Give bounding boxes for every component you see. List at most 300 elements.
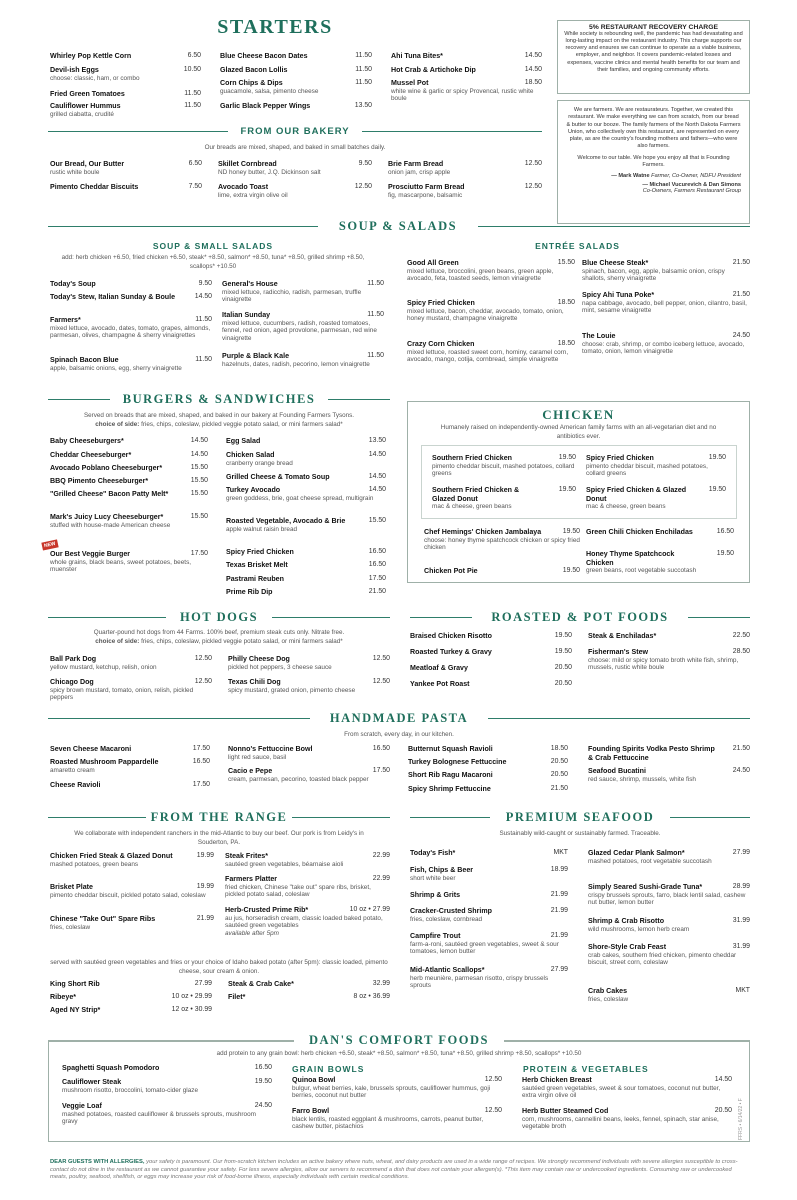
menu-item-name: Cacio e Pepe xyxy=(228,767,273,775)
menu-item-price: 14.50 xyxy=(714,1076,732,1083)
menu-item xyxy=(50,980,212,989)
menu-item-name: Avocado Toast xyxy=(218,183,269,191)
menu-item xyxy=(218,183,372,199)
menu-item-name: Devil-ish Eggs xyxy=(50,66,99,74)
menu-item-price: 18.50 xyxy=(550,745,568,752)
menu-item-price: 19.50 xyxy=(254,1078,272,1085)
menu-item-price: 21.99 xyxy=(196,915,214,922)
menu-item xyxy=(408,758,568,767)
menu-item-description: apple walnut raisin bread xyxy=(226,525,298,533)
menu-item xyxy=(228,655,390,671)
menu-item xyxy=(50,513,208,529)
menu-item-name: Seven Cheese Macaroni xyxy=(50,745,132,753)
menu-item-price: 18.50 xyxy=(557,340,575,347)
menu-item-price: 14.50 xyxy=(368,451,386,458)
divider xyxy=(292,817,390,818)
menu-item xyxy=(391,79,542,103)
availability-note: available after 5pm xyxy=(225,930,279,938)
menu-item-price: 17.50 xyxy=(368,575,386,582)
menu-item-name: Garlic Black Pepper Wings xyxy=(220,102,311,110)
menu-item xyxy=(50,90,201,99)
menu-item xyxy=(226,451,386,467)
menu-item xyxy=(50,781,210,790)
menu-item-name: Prosciutto Farm Bread xyxy=(388,183,465,191)
menu-item-price: 11.50 xyxy=(367,280,384,287)
menu-item-price: 20.50 xyxy=(554,664,572,671)
divider xyxy=(504,1040,750,1042)
menu-item-price: 21.50 xyxy=(732,291,750,298)
menu-item-name: Glazed Bacon Lollis xyxy=(220,66,288,74)
menu-item-description: crab cakes, southern fried chicken, pimento cheddar biscuit, street corn, coleslaw xyxy=(588,951,737,967)
recovery-text: While society is rebounding well, the pandemic has had devastating and long-lasting impact on the restaurant industry. This charge supports our recovery and ensures we can continue to operate as a viable business, employer, and neighbor. It covers pandemic-related losses and expenses, vaccine clinics and mental health benefits for our team and their families, and ongoing community efforts. xyxy=(564,31,743,73)
menu-item-description: mixed lettuce, broccolini, green beans, green apple, avocado, feta, toasted seeds, lemon vinaigrette xyxy=(407,267,554,283)
menu-item-description: choose: classic, ham, or combo xyxy=(50,74,140,82)
signature-2-title: Co-Owners, Farmers Restaurant Group xyxy=(642,188,741,195)
menu-item xyxy=(62,1102,272,1126)
menu-item-price: 11.50 xyxy=(184,90,201,97)
menu-item-price: 13.50 xyxy=(354,102,372,109)
menu-item-price: 22.99 xyxy=(372,852,390,859)
menu-item-price: 21.50 xyxy=(550,785,568,792)
menu-item xyxy=(50,356,212,372)
menu-item xyxy=(408,771,568,780)
menu-item xyxy=(410,907,568,923)
menu-item xyxy=(391,66,542,75)
menu-item xyxy=(222,352,384,368)
menu-item xyxy=(588,883,750,907)
menu-item xyxy=(50,102,201,118)
section-title-range: FROM THE RANGE xyxy=(150,810,288,824)
menu-item xyxy=(50,745,210,754)
menu-item-description: whole grains, black beans, sweet potatoes, beets, muenster xyxy=(50,558,192,574)
menu-item-description: mixed lettuce, roasted sweet corn, hominy, caramel corn, avocado, mango, cotija, cornbread, simple vinaigrette xyxy=(407,348,569,364)
menu-item-name: Mid-Atlantic Scallops* xyxy=(410,966,485,974)
menu-item-price: 24.50 xyxy=(732,332,750,339)
farmers-welcome: Welcome to our table. We hope you enjoy all that is Founding Farmers. xyxy=(577,154,730,168)
menu-item xyxy=(424,528,580,552)
menu-item xyxy=(588,632,750,641)
divider xyxy=(362,131,542,132)
menu-item-name: Spicy Shrimp Fettuccine xyxy=(408,785,491,793)
menu-item-description: farm-a-roni, sautéed green vegetables, sweet & sour tomatoes, lemon butter xyxy=(410,940,559,956)
menu-item-description: mixed lettuce, cucumbers, radish, roasted tomatoes, fennel, red onion, aged provolone, parmesan, red wine vinaigrette xyxy=(222,319,377,343)
menu-item-name: Our Bread, Our Butter xyxy=(50,160,125,168)
divider xyxy=(488,718,750,719)
menu-item-price: 21.99 xyxy=(550,907,568,914)
menu-item xyxy=(220,102,372,111)
menu-item-name: Filet* xyxy=(228,993,246,1001)
menu-item xyxy=(50,758,210,774)
menu-item-price: 9.50 xyxy=(358,160,372,167)
menu-item xyxy=(50,1006,212,1015)
menu-item-price: 12.50 xyxy=(354,183,372,190)
menu-item-name: Cracker-Crusted Shrimp xyxy=(410,907,492,915)
menu-item-name: Cheddar Cheeseburger* xyxy=(50,451,132,459)
menu-item-name: Crazy Corn Chicken xyxy=(407,340,475,348)
menu-item-price: MKT xyxy=(735,987,750,994)
menu-item-name: Spicy Fried Chicken xyxy=(226,548,294,556)
menu-item-price: 15.50 xyxy=(368,517,386,524)
menu-item-price: 21.50 xyxy=(732,745,750,752)
menu-item xyxy=(588,917,750,933)
menu-item-name: Turkey Avocado xyxy=(226,486,281,494)
menu-item-name: Crab Cakes xyxy=(588,987,628,995)
menu-item-name: Spicy Fried Chicken & Glazed Donut xyxy=(586,486,687,503)
menu-item-name: Chinese "Take Out" Spare Ribs xyxy=(50,915,156,923)
menu-item-name: Egg Salad xyxy=(226,437,261,445)
section-title-comfort: DAN'S COMFORT FOODS xyxy=(309,1033,489,1047)
menu-item-description: cream, parmesan, pecorino, toasted black pepper xyxy=(228,775,369,783)
menu-item-price: 17.50 xyxy=(192,781,210,788)
menu-item-price: 19.50 xyxy=(562,567,580,574)
menu-item-name: Spicy Fried Chicken xyxy=(407,299,475,307)
menu-item-name: "Grilled Cheese" Bacon Patty Melt* xyxy=(50,490,169,498)
menu-item xyxy=(225,852,390,868)
menu-item-description: pickled hot peppers, 3 cheese sauce xyxy=(228,663,332,671)
menu-item-price: 14.50 xyxy=(524,66,542,73)
menu-item-price: 16.50 xyxy=(368,548,386,555)
menu-item-name: Farro Bowl xyxy=(292,1107,330,1115)
menu-item-description: green goddess, brie, goat cheese spread, multigrain xyxy=(226,494,374,502)
divider xyxy=(48,131,228,132)
menu-item xyxy=(50,293,212,302)
menu-item-name: Shrimp & Crab Risotto xyxy=(588,917,665,925)
menu-item-description: spicy mustard, grated onion, pimento cheese xyxy=(228,686,356,694)
menu-item xyxy=(50,678,212,702)
menu-item xyxy=(228,745,390,761)
menu-item-name: Herb Chicken Breast xyxy=(522,1076,592,1084)
menu-item-price: 12.50 xyxy=(372,678,390,685)
menu-item-description: choose: crab, shrimp, or combo iceberg lettuce, avocado, tomato, onion, lemon vinaigrette xyxy=(582,340,745,356)
menu-item-price: 20.50 xyxy=(714,1107,732,1114)
allergy-notice xyxy=(50,1159,750,1182)
menu-item-name: Chef Hemings' Chicken Jambalaya xyxy=(424,528,542,536)
menu-item xyxy=(388,183,542,199)
menu-item-description: green beans, root vegetable succotash xyxy=(586,567,697,574)
menu-item-description: herb meunière, parmesan risotto, crispy brussels sprouts xyxy=(410,974,549,990)
menu-item-name: Founding Spirits Vodka Pesto Shrimp & Crab Fettuccine xyxy=(588,745,715,762)
menu-item xyxy=(410,648,572,657)
menu-item-name: Whirley Pop Kettle Corn xyxy=(50,52,132,60)
menu-item-name: Hot Crab & Artichoke Dip xyxy=(391,66,476,74)
menu-item-price: 12.50 xyxy=(194,678,212,685)
menu-item-name: Honey Thyme Spatchcock Chicken xyxy=(586,550,675,567)
menu-item xyxy=(522,1107,732,1131)
menu-item-price: 19.50 xyxy=(716,550,734,557)
menu-item-name: Steak & Enchiladas* xyxy=(588,632,657,640)
menu-item-name: BBQ Pimento Cheeseburger* xyxy=(50,477,149,485)
menu-item-name: Spaghetti Squash Pomodoro xyxy=(62,1064,160,1072)
menu-item-price: 20.50 xyxy=(550,758,568,765)
menu-item xyxy=(410,866,568,882)
menu-item-name: General's House xyxy=(222,280,278,288)
menu-item-name: Spicy Fried Chicken xyxy=(586,454,654,462)
pasta-note: From scratch, every day, in our kitchen. xyxy=(344,731,454,738)
menu-item xyxy=(582,332,750,356)
menu-item-description: lime, extra virgin olive oil xyxy=(218,191,288,199)
menu-item-price: 19.50 xyxy=(558,486,576,493)
menu-item-name: Italian Sunday xyxy=(222,311,271,319)
range-note-2: served with sautéed green vegetables and fries or your choice of Idaho baked potato (after 5pm): classic loaded, pimento cheese, sour cream & onion. xyxy=(50,959,388,975)
divider xyxy=(410,817,490,818)
menu-item xyxy=(292,1076,502,1100)
menu-item-name: Today's Soup xyxy=(50,280,96,288)
menu-item-description: sautéed green vegetables, béarnaise aioli xyxy=(225,860,344,868)
menu-item-price: 19.50 xyxy=(554,648,572,655)
menu-item-price: 24.50 xyxy=(732,767,750,774)
menu-item xyxy=(407,340,575,364)
menu-item xyxy=(50,437,208,446)
menu-item-name: Ribeye* xyxy=(50,993,77,1001)
menu-item-name: Mussel Pot xyxy=(391,79,429,87)
menu-item-name: Blue Cheese Bacon Dates xyxy=(220,52,308,60)
subsection-entree-salads: ENTRÉE SALADS xyxy=(535,241,620,251)
menu-item-price: 15.50 xyxy=(190,513,208,520)
menu-item-description: fried chicken, Chinese "take out" spare ribs, brisket, pickled potato salad, coleslaw xyxy=(225,883,371,899)
menu-item xyxy=(410,632,572,641)
menu-item-description: amaretto cream xyxy=(50,766,95,774)
menu-item-name: Southern Fried Chicken xyxy=(432,454,513,462)
menu-item-description: au jus, horseradish cream, classic loaded baked potato, sautéed green vegetables xyxy=(225,914,383,930)
menu-item-description: pimento cheddar biscuit, mashed potatoes, collard greens xyxy=(586,462,708,478)
menu-item-description: wild mushrooms, lemon herb cream xyxy=(588,925,690,933)
menu-item-name: Veggie Loaf xyxy=(62,1102,102,1110)
menu-item xyxy=(586,550,734,575)
menu-item-price: 20.50 xyxy=(554,680,572,687)
menu-item xyxy=(50,160,202,176)
menu-item xyxy=(50,852,214,868)
menu-item-description: pimento cheddar biscuit, mashed potatoes, collard greens xyxy=(432,462,575,478)
section-title-soup-salads: SOUP & SALADS xyxy=(338,219,458,233)
divider xyxy=(48,399,110,400)
section-title-pasta: HANDMADE PASTA xyxy=(329,711,469,725)
farmers-letter-box xyxy=(557,100,750,224)
menu-item-name: Shrimp & Grits xyxy=(410,891,461,899)
menu-item-name: Fish, Chips & Beer xyxy=(410,866,474,874)
menu-item xyxy=(432,454,576,478)
menu-item-price: 21.99 xyxy=(550,932,568,939)
menu-item xyxy=(407,259,575,283)
menu-item-price: 22.50 xyxy=(732,632,750,639)
menu-item xyxy=(50,183,202,192)
menu-item-price: 21.50 xyxy=(732,259,750,266)
menu-item-price: 14.50 xyxy=(368,473,386,480)
menu-item-price: 16.50 xyxy=(716,528,734,535)
subsection-protein-veg: PROTEIN & VEGETABLES xyxy=(523,1064,649,1074)
menu-item-name: Steak Frites* xyxy=(225,852,268,860)
menu-item-price: 10 oz • 27.99 xyxy=(349,906,390,913)
menu-item xyxy=(220,79,372,95)
menu-item-price: 16.50 xyxy=(368,561,386,568)
menu-item-description: mashed potatoes, root vegetable succotash xyxy=(588,857,712,865)
menu-item xyxy=(226,575,386,584)
menu-item-price: 6.50 xyxy=(188,160,202,167)
menu-item xyxy=(50,464,208,473)
allergy-text: your safety is paramount. Our from-scratch kitchen includes an active bakery where nuts, wheat, and dairy products are used in a wide range of recipes. We strongly recommend individuals with severe allergies susceptible to cross-contact do not dine in the restaurant as we cannot guarantee your safety. For less severe allergies, allow our servers to recommend a dish that does not contain your allergen(s). *This item may contain raw or undercooked ingredients. Consuming raw or undercooked meats, poultry, seafood, shellfish, or eggs may increase your risk of food-borne illness, especially individuals with certain medical conditions. xyxy=(50,1159,738,1181)
divider xyxy=(48,1040,294,1042)
menu-item-name: Steak & Crab Cake* xyxy=(228,980,294,988)
menu-item xyxy=(50,490,208,499)
menu-item-name: Glazed Cedar Plank Salmon* xyxy=(588,849,685,857)
menu-item-description: spicy brown mustard, tomato, onion, relish, pickled peppers xyxy=(50,686,194,702)
menu-item-description: rustic white boule xyxy=(50,168,100,176)
menu-item xyxy=(62,1078,272,1094)
menu-item xyxy=(50,915,214,931)
divider xyxy=(688,617,750,618)
menu-item-name: Aged NY Strip* xyxy=(50,1006,101,1014)
divider xyxy=(670,817,750,818)
menu-item xyxy=(410,849,568,858)
menu-item xyxy=(50,316,212,340)
menu-item-name: Mark's Juicy Lucy Cheeseburger* xyxy=(50,513,164,521)
menu-item-price: 12.50 xyxy=(524,183,542,190)
divider xyxy=(328,399,390,400)
menu-item-name: Roasted Mushroom Pappardelle xyxy=(50,758,159,766)
menu-item-price: 17.50 xyxy=(192,745,210,752)
menu-item-price: 16.50 xyxy=(192,758,210,765)
menu-item-name: Prime Rib Dip xyxy=(226,588,273,596)
menu-item-name: Cheese Ravioli xyxy=(50,781,101,789)
menu-item-name: Today's Stew, Italian Sunday & Boule xyxy=(50,293,176,301)
divider xyxy=(478,226,750,227)
menu-item xyxy=(228,980,390,989)
range-note: We collaborate with independent ranchers in the mid-Atlantic to buy our beef. Our pork is from Leidy's in Souderton, PA. xyxy=(74,830,364,846)
menu-item-description: guacamole, salsa, pimento cheese xyxy=(220,87,319,95)
menu-item xyxy=(226,561,386,570)
menu-item-name: Herb-Crusted Prime Rib* xyxy=(225,906,309,914)
menu-item-name: Braised Chicken Risotto xyxy=(410,632,492,640)
new-badge: NEW xyxy=(41,539,58,550)
menu-item-description: cranberry orange bread xyxy=(226,459,293,467)
section-title-starters: STARTERS xyxy=(217,16,333,38)
menu-item-description: mac & cheese, green beans xyxy=(432,503,512,510)
menu-item-description: onion jam, crisp apple xyxy=(388,168,451,176)
menu-item-price: 11.50 xyxy=(355,79,372,86)
menu-item xyxy=(228,767,390,783)
menu-item xyxy=(226,437,386,446)
menu-item-description: choose: honey thyme spatchcock chicken or spicy fried chicken xyxy=(424,536,580,552)
menu-code: FFRS • 6/14/22 • F xyxy=(738,1098,744,1140)
section-title-bakery: FROM OUR BAKERY xyxy=(240,126,350,137)
divider xyxy=(48,817,146,818)
menu-item-description: napa cabbage, avocado, bell pepper, onion, cilantro, basil, mint, sesame vinaigrette xyxy=(582,299,747,315)
menu-item-name: The Louie xyxy=(582,332,616,340)
menu-item-description: light red sauce, basil xyxy=(228,753,287,761)
menu-item-price: 8 oz • 36.99 xyxy=(353,993,390,1000)
menu-item xyxy=(408,745,568,754)
menu-item xyxy=(50,550,208,574)
menu-item-name: Brie Farm Bread xyxy=(388,160,444,168)
menu-item xyxy=(292,1107,502,1131)
menu-item-price: 28.99 xyxy=(732,883,750,890)
menu-item-name: King Short Rib xyxy=(50,980,100,988)
menu-item xyxy=(226,548,386,557)
menu-item-name: Spicy Ahi Tuna Poke* xyxy=(582,291,655,299)
menu-item xyxy=(228,678,390,694)
menu-item xyxy=(50,52,201,61)
menu-item-price: 10.50 xyxy=(183,66,201,73)
subsection-grain-bowls: GRAIN BOWLS xyxy=(292,1064,365,1074)
menu-item-name: Spinach Bacon Blue xyxy=(50,356,119,364)
menu-item-price: 18.99 xyxy=(550,866,568,873)
menu-item-price: 19.50 xyxy=(562,528,580,535)
menu-item-name: Blue Cheese Steak* xyxy=(582,259,649,267)
soup-add-note: add: herb chicken +6.50, fried chicken +6.50, steak* +8.50, salmon* +8.50, tuna* +8.50, grilled shrimp +8.50, scallops* +10.50 xyxy=(61,254,365,270)
subsection-soup-small-salads: SOUP & SMALL SALADS xyxy=(152,241,274,251)
divider xyxy=(272,617,390,618)
menu-item-price: 21.99 xyxy=(550,891,568,898)
menu-item-price: 9.50 xyxy=(198,280,212,287)
menu-item-price: 18.50 xyxy=(524,79,542,86)
menu-item xyxy=(588,849,750,865)
menu-item-name: Yankee Pot Roast xyxy=(410,680,470,688)
menu-item-description: mashed potatoes, green beans xyxy=(50,860,139,868)
menu-item-name: Today's Fish* xyxy=(410,849,456,857)
menu-item-description: mac & cheese, green beans xyxy=(586,503,666,510)
seafood-note: Sustainably wild-caught or sustainably farmed. Traceable. xyxy=(499,830,661,837)
menu-item-name: Texas Chili Dog xyxy=(228,678,281,686)
menu-item-name: Corn Chips & Dips xyxy=(220,79,283,87)
menu-item xyxy=(410,664,572,673)
section-title-chicken: CHICKEN xyxy=(542,407,615,422)
menu-item xyxy=(410,680,572,689)
menu-item-name: Fried Green Tomatoes xyxy=(50,90,125,98)
menu-item-price: 31.99 xyxy=(732,943,750,950)
menu-item xyxy=(50,655,212,671)
signature-2: — Michael Vucurevich & Dan Simons xyxy=(642,182,741,189)
menu-item-description: mushroom risotto, broccolini, tomato-cider glaze xyxy=(62,1086,199,1094)
menu-item xyxy=(424,567,580,576)
section-title-seafood: PREMIUM SEAFOOD xyxy=(505,810,655,824)
menu-item-name: Ahi Tuna Bites* xyxy=(391,52,443,60)
menu-item-description: short white beer xyxy=(410,874,456,882)
menu-item xyxy=(588,745,750,762)
menu-item xyxy=(226,517,386,533)
menu-item-price: 18.50 xyxy=(557,299,575,306)
menu-item xyxy=(50,477,208,486)
menu-item-price: 17.50 xyxy=(190,550,208,557)
menu-item-price: 12.50 xyxy=(194,655,212,662)
menu-item-price: 21.50 xyxy=(368,588,386,595)
menu-item-price: 13.50 xyxy=(368,437,386,444)
menu-item-name: Chicago Dog xyxy=(50,678,94,686)
menu-item-name: Simply Seared Sushi-Grade Tuna* xyxy=(588,883,703,891)
menu-item-price: 14.50 xyxy=(524,52,542,59)
menu-item xyxy=(218,160,372,176)
signature-1: — Mark Watne xyxy=(611,173,650,180)
menu-item xyxy=(407,299,575,323)
menu-item xyxy=(588,767,750,783)
menu-item-name: Baby Cheeseburgers* xyxy=(50,437,124,445)
menu-item-price: 11.50 xyxy=(355,66,372,73)
menu-item-name: Skillet Cornbread xyxy=(218,160,277,168)
menu-item-name: Pimento Cheddar Biscuits xyxy=(50,183,139,191)
section-title-roasted: ROASTED & POT FOODS xyxy=(491,610,669,624)
menu-item-price: 11.50 xyxy=(184,102,201,109)
section-title-burgers: BURGERS & SANDWICHES xyxy=(122,392,316,406)
divider xyxy=(48,617,166,618)
menu-item-name: Roasted Turkey & Gravy xyxy=(410,648,492,656)
menu-item-name: Farmers Platter xyxy=(225,875,278,883)
recovery-charge-box xyxy=(557,20,750,94)
menu-item-name: Butternut Squash Ravioli xyxy=(408,745,493,753)
menu-item-price: 19.50 xyxy=(708,454,726,461)
menu-item-price: 19.99 xyxy=(196,852,214,859)
menu-item-description: fig, mascarpone, balsamic xyxy=(388,191,463,199)
menu-item-price: 31.99 xyxy=(732,917,750,924)
menu-item-description: spinach, bacon, egg, apple, balsamic onion, crispy shallots, sherry vinaigrette xyxy=(582,267,725,283)
menu-item xyxy=(220,66,372,75)
